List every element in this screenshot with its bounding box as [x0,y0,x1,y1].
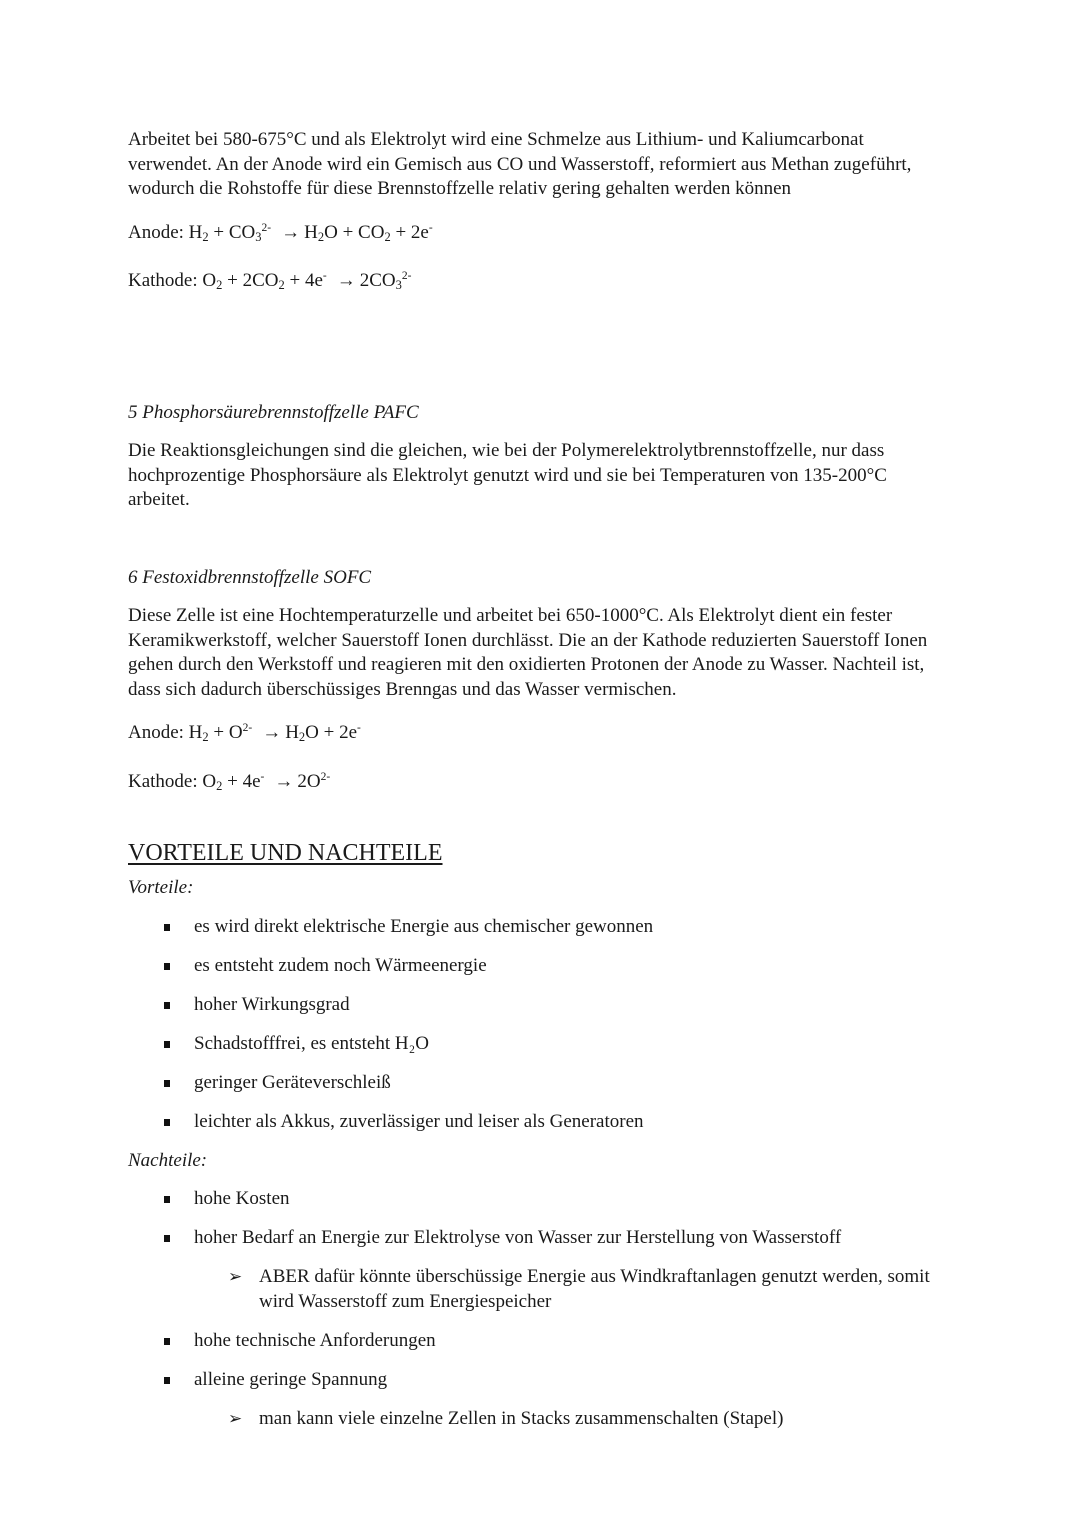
mcfc-cathode-label: Kathode: O [128,270,217,291]
square-bullet-icon [164,1002,170,1009]
list-item: hohe Kosten [128,1187,948,1212]
cons-sublist-2 [128,1407,948,1432]
square-bullet-icon [164,1080,170,1087]
list-item: ➢ man kann viele einzelne Zellen in Stacks zusammenschalten (Stapel) [128,1407,948,1432]
square-bullet-icon [164,1119,170,1126]
list-item: hoher Wirkungsgrad [128,993,948,1018]
list-item: geringer Geräteverschleiß [128,1071,948,1096]
mcfc-anode-label: Anode: H [128,221,203,243]
list-item: es entsteht zudem noch Wärmeenergie [128,954,948,979]
list-item: ➢ ABER dafür könnte überschüssige Energie aus Windkraftanlagen genutzt werden, somit wird Wasserstoff zum Energiespeicher [228,1266,930,1312]
sofc-anode-equation: Anode: $H_2 + O^{2-} \to H_2O + 2e^-$ [128,722,361,744]
sofc-title: 6 Festoxidbrennstoffzelle SOFC [128,566,372,588]
square-bullet-icon [164,1377,170,1384]
sofc-cathode-label: Kathode: O [128,770,217,792]
square-bullet-icon [164,1041,170,1048]
pros-cons-heading: VORTEILE UND NACHTEILE [128,840,443,866]
list-item: hohe technische Anforderungen [128,1329,948,1354]
cons-list-continued [128,1329,948,1393]
square-bullet-icon [164,1196,170,1203]
pafc-text: Die Reaktionsgleichungen sind die gleichen, wie bei der Polymerelektrolytbrennstoffzelle, nur dass hochprozentige Phosphorsäure als Elektrolyt genutzt wird und sie bei Temperaturen von 135-200°C arbeitet. [128,440,887,510]
mcfc-cathode-equation: Kathode: $O_2 + 2CO_2 + 4e^- \to 2CO_3^{2-}$ [128,270,412,292]
sofc-text: Diese Zelle ist eine Hochtemperaturzelle und arbeitet bei 650-1000°C. Als Elektrolyt dient ein fester Keramikwerkstoff, welcher Sauerstoff Ionen durchlässt. Die an der Kathode reduzierten Sauerstoff Ionen gehen durch den Werkstoff und reagieren mit den oxidierten Protonen der Anode zu Wasser. Nachteil ist, dass sich dadurch überschüssiges Brenngas und das Wasser vermischen. [128,605,928,700]
list-item: es wird direkt elektrische Energie aus chemischer gewonnen [128,915,948,940]
pros-list [128,915,948,1135]
sofc-cathode-equation: Kathode: $O_2 + 4e^- \to 2O^{2-}$ [128,770,331,793]
square-bullet-icon [164,924,170,931]
cons-label: Nachteile: [128,1149,208,1171]
cons-list [128,1187,948,1251]
mcfc-anode-equation: Anode: $H_2 + CO_3^{2-} \to H_2O + CO_2 + 2e^-$ [128,221,433,244]
mcfc-intro: Arbeitet bei 580-675°C und als Elektrolyt wird eine Schmelze aus Lithium- und Kaliumcarbonat verwendet. An der Anode wird ein Gemisch aus CO und Wasserstoff, reformiert aus Methan zugeführt, wodurch die Rohstoffe für diese Brennstoffzelle relativ gering gehalten werden können [128,129,912,199]
cons-sublist-1 [128,1265,948,1314]
list-item: hoher Bedarf an Energie zur Elektrolyse von Wasser zur Herstellung von Wasserstoff [128,1226,948,1251]
list-item: Schadstofffrei, es entsteht H₂O [128,1032,948,1057]
document-page [128,128,948,1446]
pafc-title: 5 Phosphorsäurebrennstoffzelle PAFC [128,401,419,423]
square-bullet-icon [164,963,170,970]
arrow-bullet-icon: ➢ [228,1267,243,1286]
list-item: alleine geringe Spannung [128,1368,948,1393]
sofc-anode-label: Anode: H [128,722,203,743]
list-item: leichter als Akkus, zuverlässiger und leiser als Generatoren [128,1110,948,1135]
arrow-bullet-icon: ➢ [228,1408,243,1428]
pros-label: Vorteile: [128,877,194,898]
square-bullet-icon [164,1338,170,1345]
square-bullet-icon [164,1235,170,1242]
